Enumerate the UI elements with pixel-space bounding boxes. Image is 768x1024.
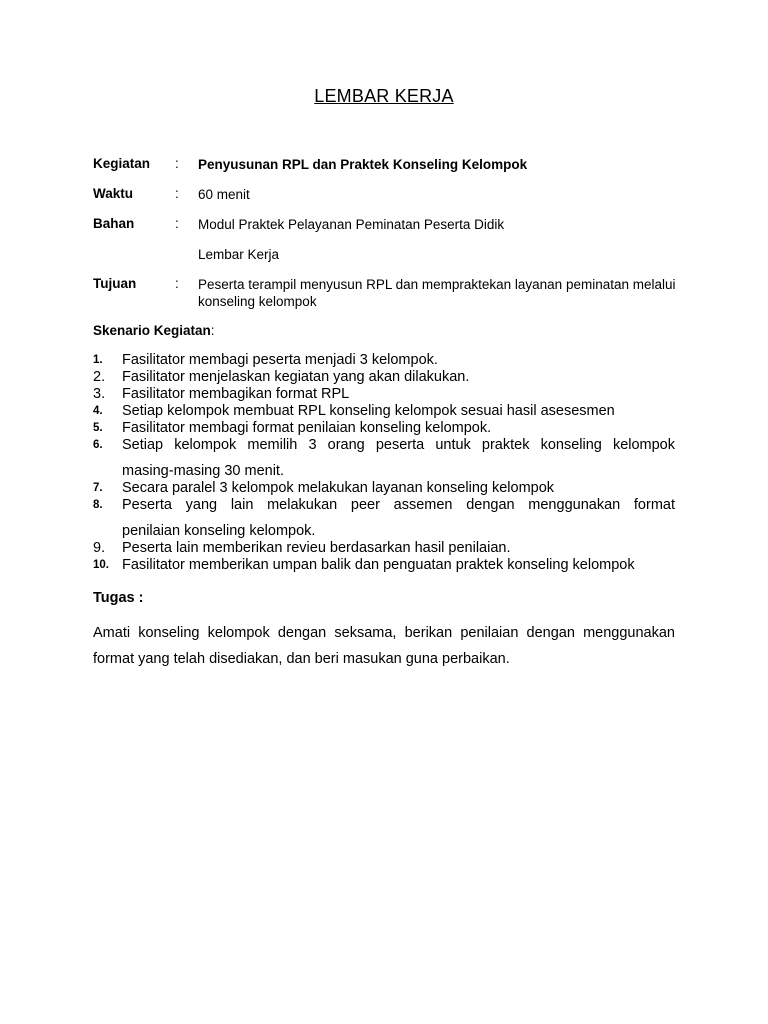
tugas-body: Amati konseling kelompok dengan seksama, berikan penilaian dengan menggunakan format yang telah disediakan, dan beri masukan guna perbaikan. (93, 625, 675, 667)
list-item (93, 540, 675, 557)
step-number: 8. (93, 499, 103, 511)
step-list (93, 352, 675, 574)
field-value: Peserta terampil menyusun RPL dan mempraktekan layanan peminatan melalui konseling kelompok (198, 277, 676, 309)
document-title: LEMBAR KERJA (314, 86, 454, 106)
skenario-heading (93, 323, 215, 338)
step-text-continued: penilaian konseling kelompok. (122, 523, 316, 539)
step-number: 4. (93, 405, 103, 417)
step-text: Setiap kelompok membuat RPL konseling kelompok sesuai hasil asesesmen (122, 403, 615, 419)
list-item (93, 480, 675, 497)
field-label: Tujuan (93, 276, 137, 291)
step-number: 2. (93, 369, 106, 385)
step-text: Fasilitator membagi format penilaian konseling kelompok. (122, 420, 492, 436)
list-item (93, 403, 675, 420)
step-number: 5. (93, 422, 103, 434)
field-value: Penyusunan RPL dan Praktek Konseling Kelompok (198, 157, 528, 172)
field-label: Bahan (93, 216, 135, 231)
step-text-continued: masing-masing 30 menit. (122, 463, 284, 479)
list-item (93, 352, 675, 369)
field-value: 60 menit (198, 187, 250, 202)
list-item (93, 420, 675, 437)
step-text: Fasilitator membagikan format RPL (122, 386, 350, 402)
step-number: 7. (93, 482, 103, 494)
skenario-label: Skenario Kegiatan (93, 323, 211, 338)
step-text: Fasilitator memberikan umpan balik dan penguatan praktek konseling kelompok (122, 557, 635, 573)
skenario-suffix: : (210, 323, 215, 338)
step-number: 10. (93, 559, 109, 571)
field-label: Waktu (93, 186, 133, 201)
field-value: Lembar Kerja (198, 247, 280, 262)
list-item (93, 386, 675, 403)
tugas-heading: Tugas : (93, 590, 144, 606)
step-text: Fasilitator menjelaskan kegiatan yang akan dilakukan. (122, 369, 470, 385)
step-number: 1. (93, 354, 103, 366)
step-text: Secara paralel 3 kelompok melakukan layanan konseling kelompok (122, 480, 555, 496)
list-item (93, 437, 675, 480)
list-item (93, 557, 675, 574)
step-number: 3. (93, 386, 106, 402)
field-colon: : (175, 186, 179, 201)
field-label: Kegiatan (93, 156, 151, 171)
step-number: 9. (93, 540, 106, 556)
step-number: 6. (93, 439, 103, 451)
field-value: Modul Praktek Pelayanan Peminatan Peserta Didik (198, 217, 505, 232)
list-item (93, 497, 675, 540)
step-text: Fasilitator membagi peserta menjadi 3 kelompok. (122, 352, 438, 368)
list-item (93, 369, 675, 386)
field-colon: : (175, 276, 179, 291)
step-text: Setiap kelompok memilih 3 orang peserta untuk praktek konseling kelompok (122, 437, 675, 453)
field-colon: : (175, 156, 179, 171)
step-text: Peserta lain memberikan revieu berdasarkan hasil penilaian. (122, 540, 511, 556)
field-colon: : (175, 216, 179, 231)
step-text: Peserta yang lain melakukan peer assemen dengan menggunakan format (122, 497, 675, 513)
